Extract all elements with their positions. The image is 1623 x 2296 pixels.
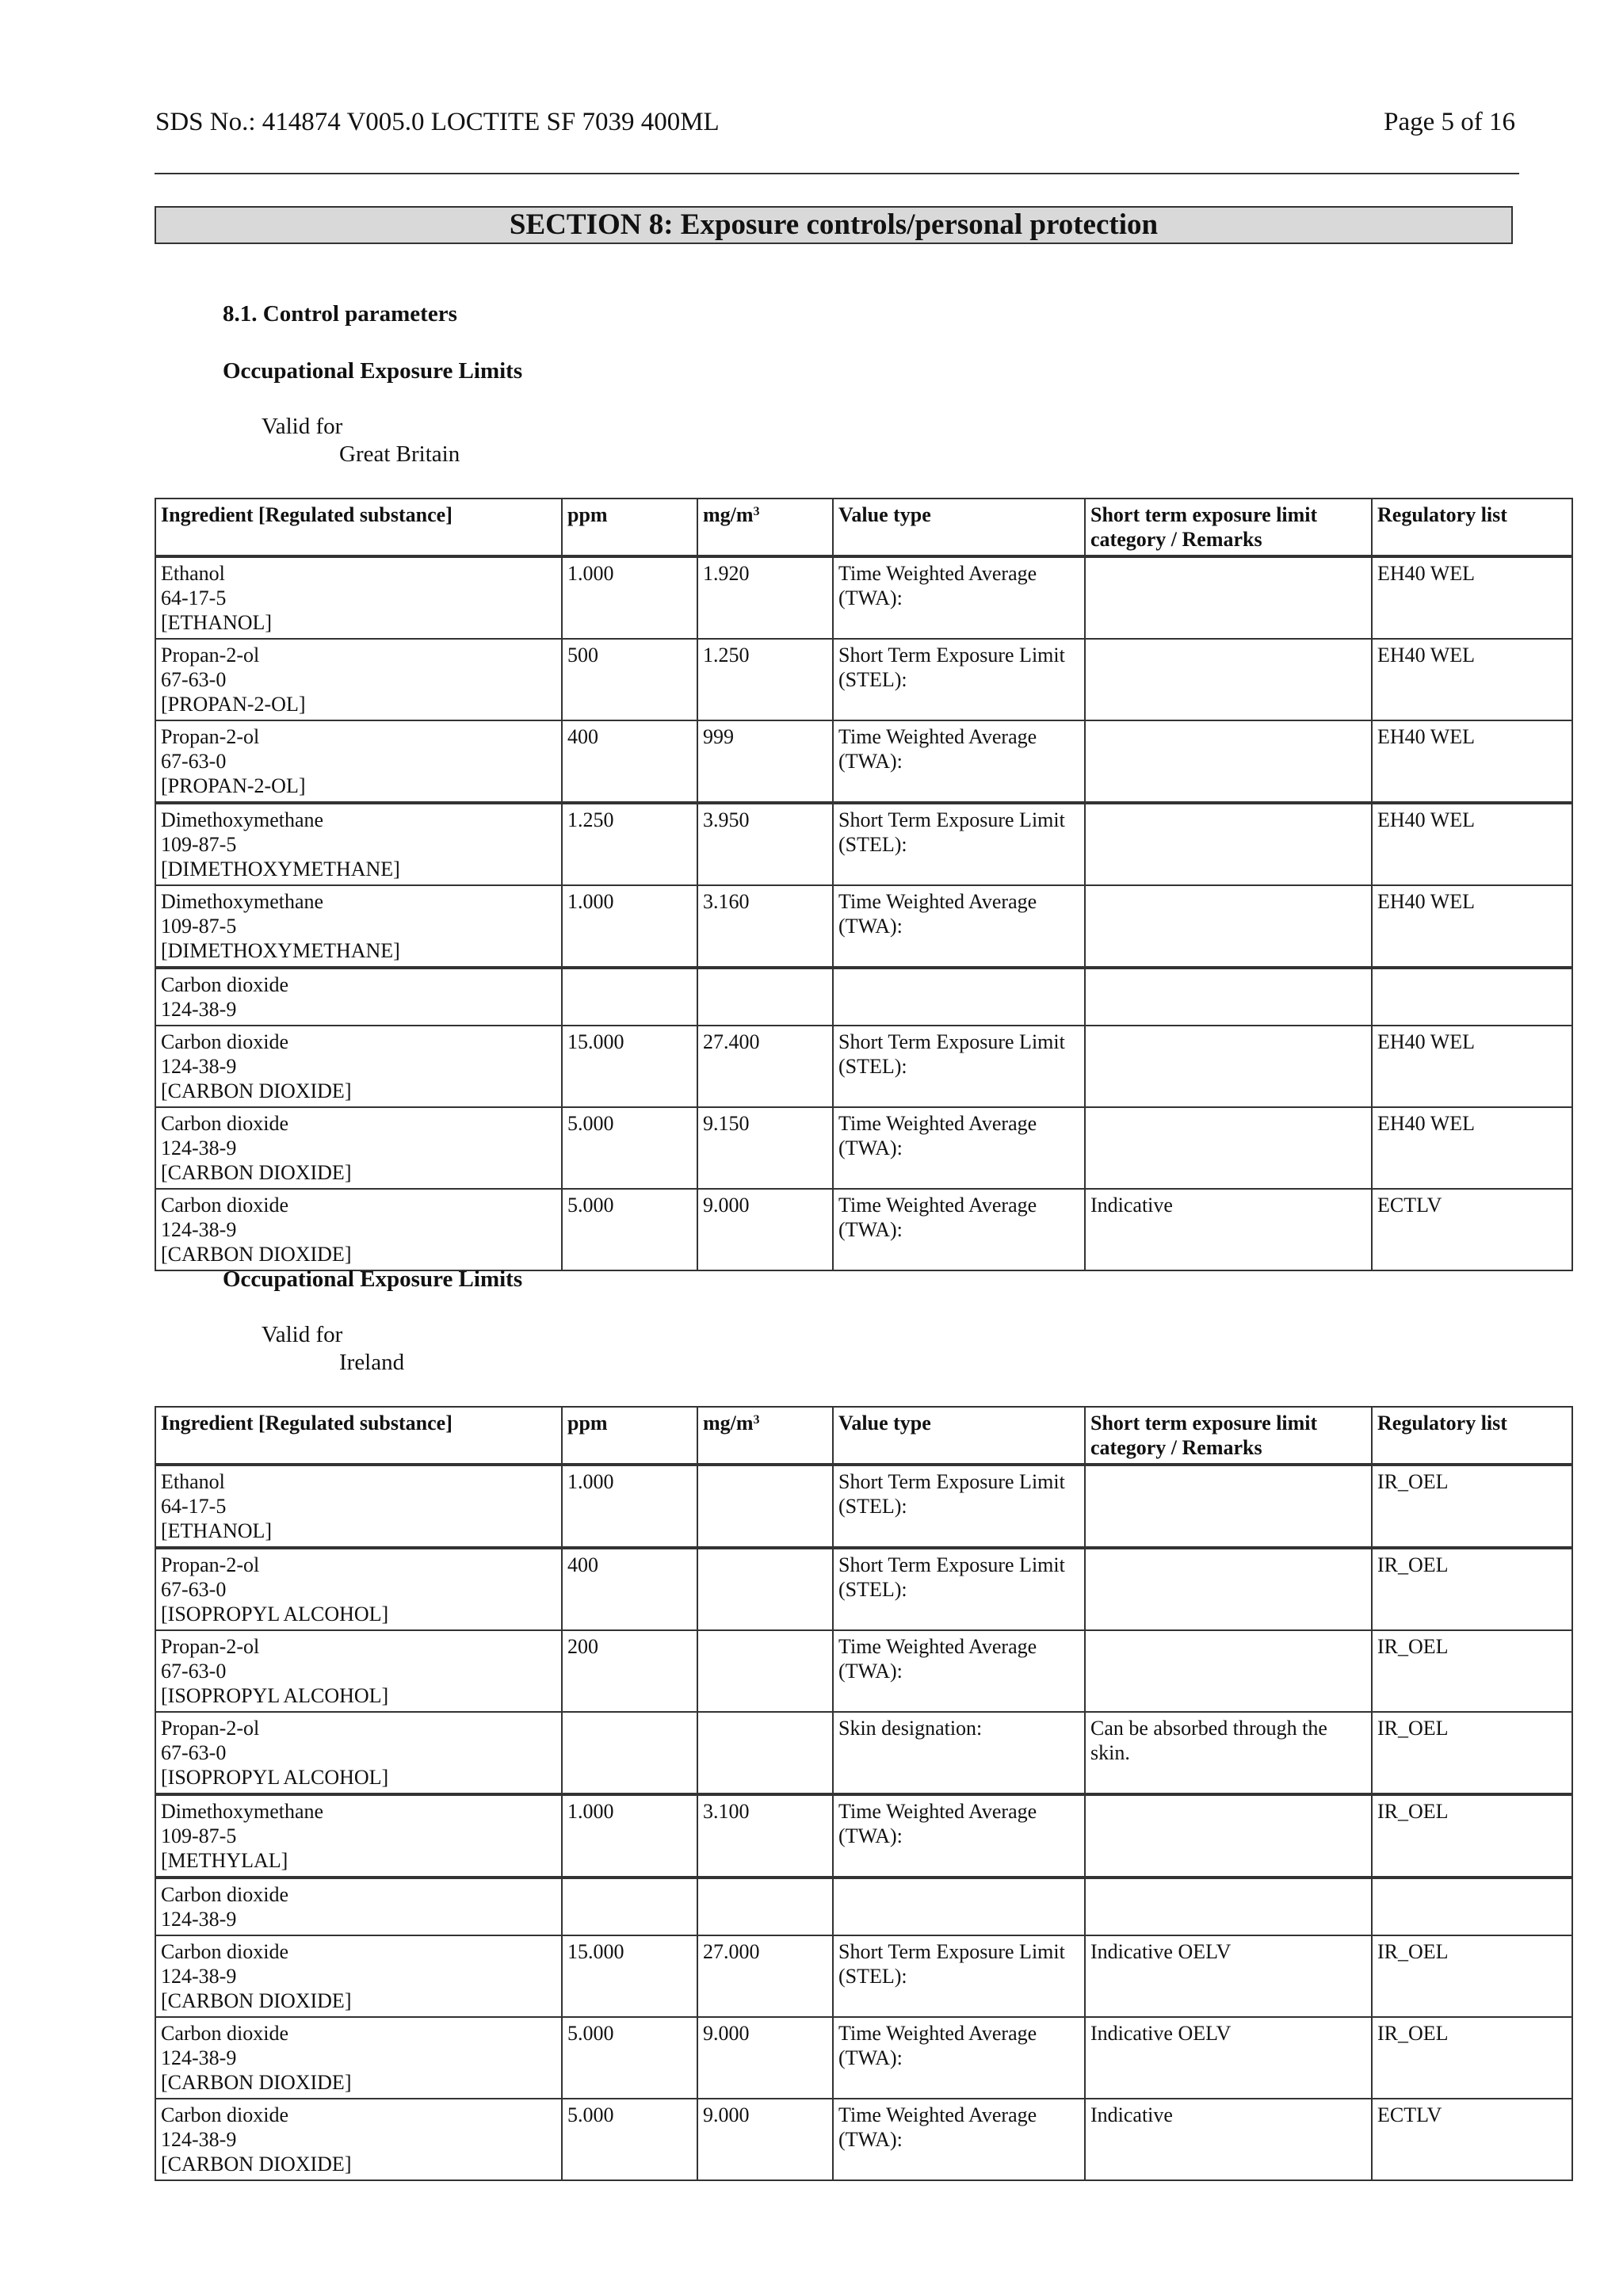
remarks-cell [1085, 556, 1372, 639]
regulated-substance: [CARBON DIOXIDE] [161, 2071, 352, 2094]
oel-heading-gb: Occupational Exposure Limits [223, 358, 523, 384]
table-row [155, 1548, 1572, 1630]
remarks-cell [1085, 720, 1372, 803]
value-type-cell: Short Term Exposure Limit (STEL): [833, 1548, 1085, 1630]
remarks-cell: Can be absorbed through the skin. [1085, 1712, 1372, 1794]
value-type-cell: Time Weighted Average (TWA): [833, 1630, 1085, 1712]
value-type-cell: Short Term Exposure Limit (STEL): [833, 1465, 1085, 1548]
ingredient-cell [155, 1712, 562, 1794]
value-type-cell: Time Weighted Average (TWA): [833, 720, 1085, 803]
col-ingredient: Ingredient [Regulated substance] [155, 1407, 562, 1465]
value-type-cell: Time Weighted Average (TWA): [833, 556, 1085, 639]
ingredient-cell [155, 1548, 562, 1630]
table-row [155, 968, 1572, 1026]
remarks-cell [1085, 1548, 1372, 1630]
regulatory-list-cell: EH40 WEL [1372, 639, 1572, 720]
col-remarks: Short term exposure limit category / Remarks [1085, 1407, 1372, 1465]
remarks-cell [1085, 1465, 1372, 1548]
ppm-cell: 400 [562, 1548, 697, 1630]
ingredient-cell [155, 885, 562, 968]
regulatory-list-cell [1372, 1878, 1572, 1935]
mg-cell: 9.000 [697, 1189, 833, 1270]
table-row [155, 720, 1572, 803]
ingredient-cell [155, 1878, 562, 1935]
col-ppm: ppm [562, 1407, 697, 1465]
table-row [155, 1712, 1572, 1794]
regulated-substance: [ISOPROPYL ALCOHOL] [161, 1766, 389, 1789]
table-header-row [155, 499, 1572, 556]
ingredient-cell [155, 1465, 562, 1548]
col-mg [697, 1407, 833, 1465]
ingredient-cell [155, 1935, 562, 2017]
remarks-cell [1085, 1026, 1372, 1107]
cas-number: 124-38-9 [161, 998, 237, 1021]
regulated-substance: [CARBON DIOXIDE] [161, 1079, 352, 1102]
col-remarks: Short term exposure limit category / Remarks [1085, 499, 1372, 556]
ingredient-cell [155, 556, 562, 639]
ppm-cell: 5.000 [562, 1189, 697, 1270]
ingredient-cell [155, 720, 562, 803]
cas-number: 124-38-9 [161, 1137, 237, 1159]
cas-number: 64-17-5 [161, 586, 227, 609]
substance-name: Dimethoxymethane [161, 1800, 324, 1823]
substance-name: Carbon dioxide [161, 1883, 289, 1906]
col-mg-text: mg/m [703, 1412, 754, 1435]
ppm-cell: 15.000 [562, 1026, 697, 1107]
regulated-substance: [ISOPROPYL ALCOHOL] [161, 1684, 389, 1707]
substance-name: Carbon dioxide [161, 973, 289, 996]
regulatory-list-cell: IR_OEL [1372, 2017, 1572, 2099]
regulated-substance: [CARBON DIOXIDE] [161, 1989, 352, 2012]
col-ingredient: Ingredient [Regulated substance] [155, 499, 562, 556]
valid-for-label-gb: Valid for [262, 414, 343, 439]
regulatory-list-cell: EH40 WEL [1372, 556, 1572, 639]
value-type-cell: Time Weighted Average (TWA): [833, 1794, 1085, 1878]
col-value-type: Value type [833, 1407, 1085, 1465]
col-mg-text: mg/m [703, 503, 754, 526]
ingredient-cell [155, 2017, 562, 2099]
cas-number: 64-17-5 [161, 1495, 227, 1518]
ppm-cell: 200 [562, 1630, 697, 1712]
country-gb: Great Britain [339, 441, 460, 467]
table-row [155, 1630, 1572, 1712]
value-type-cell: Skin designation: [833, 1712, 1085, 1794]
substance-name: Propan-2-ol [161, 644, 260, 667]
ingredient-cell [155, 968, 562, 1026]
cas-number: 109-87-5 [161, 915, 237, 938]
remarks-cell [1085, 639, 1372, 720]
value-type-cell: Short Term Exposure Limit (STEL): [833, 803, 1085, 885]
cas-number: 67-63-0 [161, 1660, 227, 1683]
remarks-cell: Indicative OELV [1085, 1935, 1372, 2017]
substance-name: Dimethoxymethane [161, 890, 324, 913]
ppm-cell: 400 [562, 720, 697, 803]
col-ppm: ppm [562, 499, 697, 556]
ppm-cell: 15.000 [562, 1935, 697, 2017]
ppm-cell: 5.000 [562, 2099, 697, 2180]
mg-cell: 27.000 [697, 1935, 833, 2017]
ppm-cell [562, 1712, 697, 1794]
col-regulatory-list: Regulatory list [1372, 1407, 1572, 1465]
ppm-cell: 1.000 [562, 1465, 697, 1548]
cas-number: 109-87-5 [161, 833, 237, 856]
cas-number: 67-63-0 [161, 1741, 227, 1764]
regulated-substance: [ETHANOL] [161, 1519, 273, 1542]
ppm-cell: 1.000 [562, 1794, 697, 1878]
mg-cell: 3.100 [697, 1794, 833, 1878]
value-type-cell: Short Term Exposure Limit (STEL): [833, 1026, 1085, 1107]
substance-name: Propan-2-ol [161, 725, 260, 748]
col-regulatory-list: Regulatory list [1372, 499, 1572, 556]
mg-cell [697, 1465, 833, 1548]
regulatory-list-cell: EH40 WEL [1372, 803, 1572, 885]
table-row [155, 1189, 1572, 1270]
mg-cell [697, 968, 833, 1026]
substance-name: Carbon dioxide [161, 1194, 289, 1217]
ppm-cell: 1.000 [562, 885, 697, 968]
cas-number: 67-63-0 [161, 1578, 227, 1601]
table-row [155, 1794, 1572, 1878]
ingredient-cell [155, 1107, 562, 1189]
substance-name: Carbon dioxide [161, 1030, 289, 1053]
ingredient-cell [155, 1026, 562, 1107]
regulatory-list-cell: ECTLV [1372, 1189, 1572, 1270]
cas-number: 124-38-9 [161, 1055, 237, 1078]
regulatory-list-cell: EH40 WEL [1372, 1026, 1572, 1107]
value-type-cell [833, 1878, 1085, 1935]
regulated-substance: [DIMETHOXYMETHANE] [161, 858, 400, 881]
ppm-cell: 1.000 [562, 556, 697, 639]
mg-cell: 1.920 [697, 556, 833, 639]
regulated-substance: [PROPAN-2-OL] [161, 693, 306, 716]
regulatory-list-cell: IR_OEL [1372, 1465, 1572, 1548]
regulatory-list-cell: IR_OEL [1372, 1712, 1572, 1794]
oel-heading-ie: Occupational Exposure Limits [223, 1266, 523, 1292]
value-type-cell: Short Term Exposure Limit (STEL): [833, 1935, 1085, 2017]
subsection-title: 8.1. Control parameters [223, 301, 457, 327]
value-type-cell: Time Weighted Average (TWA): [833, 2099, 1085, 2180]
remarks-cell: Indicative [1085, 2099, 1372, 2180]
cas-number: 124-38-9 [161, 1218, 237, 1241]
table-row [155, 639, 1572, 720]
table-row [155, 556, 1572, 639]
table-row [155, 885, 1572, 968]
mg-cell [697, 1630, 833, 1712]
section-title: SECTION 8: Exposure controls/personal protection [155, 206, 1513, 244]
remarks-cell [1085, 1878, 1372, 1935]
sds-identifier: SDS No.: 414874 V005.0 LOCTITE SF 7039 400ML [155, 108, 720, 136]
regulated-substance: [PROPAN-2-OL] [161, 774, 306, 797]
remarks-cell [1085, 1630, 1372, 1712]
remarks-cell [1085, 1794, 1372, 1878]
header-rule [155, 173, 1519, 174]
mg-cell: 9.000 [697, 2017, 833, 2099]
regulated-substance: [CARBON DIOXIDE] [161, 1243, 352, 1266]
table-row [155, 1878, 1572, 1935]
mg-cell: 1.250 [697, 639, 833, 720]
ppm-cell: 1.250 [562, 803, 697, 885]
mg-cell: 3.160 [697, 885, 833, 968]
ingredient-cell [155, 1630, 562, 1712]
oel-table-ie [155, 1406, 1573, 2181]
table-row [155, 1465, 1572, 1548]
valid-for-label-ie: Valid for [262, 1322, 343, 1347]
cas-number: 124-38-9 [161, 1965, 237, 1988]
cas-number: 67-63-0 [161, 750, 227, 773]
ingredient-cell [155, 803, 562, 885]
col-value-type: Value type [833, 499, 1085, 556]
substance-name: Propan-2-ol [161, 1717, 260, 1740]
remarks-cell [1085, 968, 1372, 1026]
substance-name: Carbon dioxide [161, 2103, 289, 2126]
ppm-cell: 5.000 [562, 2017, 697, 2099]
substance-name: Carbon dioxide [161, 1112, 289, 1135]
regulatory-list-cell: EH40 WEL [1372, 720, 1572, 803]
substance-name: Carbon dioxide [161, 2022, 289, 2045]
country-ie: Ireland [339, 1350, 405, 1375]
regulated-substance: [ETHANOL] [161, 611, 273, 634]
remarks-cell [1085, 1107, 1372, 1189]
regulated-substance: [CARBON DIOXIDE] [161, 1161, 352, 1184]
table-row [155, 1107, 1572, 1189]
table-row [155, 1026, 1572, 1107]
mg-cell: 27.400 [697, 1026, 833, 1107]
mg-cell [697, 1712, 833, 1794]
ppm-cell: 5.000 [562, 1107, 697, 1189]
value-type-cell: Time Weighted Average (TWA): [833, 2017, 1085, 2099]
cas-number: 124-38-9 [161, 1908, 237, 1931]
value-type-cell: Time Weighted Average (TWA): [833, 1107, 1085, 1189]
table-row [155, 2099, 1572, 2180]
substance-name: Propan-2-ol [161, 1635, 260, 1658]
substance-name: Ethanol [161, 562, 225, 585]
remarks-cell [1085, 803, 1372, 885]
mg-cell: 9.000 [697, 2099, 833, 2180]
substance-name: Propan-2-ol [161, 1553, 260, 1576]
regulated-substance: [METHYLAL] [161, 1849, 288, 1872]
cas-number: 109-87-5 [161, 1824, 237, 1847]
regulatory-list-cell [1372, 968, 1572, 1026]
regulatory-list-cell: IR_OEL [1372, 1794, 1572, 1878]
col-mg-sup: 3 [753, 1413, 760, 1427]
value-type-cell: Time Weighted Average (TWA): [833, 885, 1085, 968]
cas-number: 67-63-0 [161, 668, 227, 691]
cas-number: 124-38-9 [161, 2046, 237, 2069]
ingredient-cell [155, 639, 562, 720]
ppm-cell: 500 [562, 639, 697, 720]
mg-cell: 3.950 [697, 803, 833, 885]
regulated-substance: [CARBON DIOXIDE] [161, 2153, 352, 2176]
document-header [155, 108, 1515, 137]
value-type-cell: Time Weighted Average (TWA): [833, 1189, 1085, 1270]
mg-cell [697, 1878, 833, 1935]
mg-cell: 9.150 [697, 1107, 833, 1189]
ppm-cell [562, 968, 697, 1026]
remarks-cell: Indicative OELV [1085, 2017, 1372, 2099]
table-row [155, 2017, 1572, 2099]
cas-number: 124-38-9 [161, 2128, 237, 2151]
value-type-cell: Short Term Exposure Limit (STEL): [833, 639, 1085, 720]
regulatory-list-cell: ECTLV [1372, 2099, 1572, 2180]
mg-cell: 999 [697, 720, 833, 803]
regulatory-list-cell: IR_OEL [1372, 1630, 1572, 1712]
ingredient-cell [155, 1189, 562, 1270]
page-number: Page 5 of 16 [1384, 108, 1515, 136]
regulatory-list-cell: IR_OEL [1372, 1548, 1572, 1630]
substance-name: Carbon dioxide [161, 1940, 289, 1963]
remarks-cell [1085, 885, 1372, 968]
substance-name: Dimethoxymethane [161, 808, 324, 831]
mg-cell [697, 1548, 833, 1630]
table-row [155, 1935, 1572, 2017]
table-header-row [155, 1407, 1572, 1465]
col-mg-sup: 3 [753, 505, 760, 518]
substance-name: Ethanol [161, 1470, 225, 1493]
table-row [155, 803, 1572, 885]
value-type-cell [833, 968, 1085, 1026]
remarks-cell: Indicative [1085, 1189, 1372, 1270]
regulated-substance: [DIMETHOXYMETHANE] [161, 939, 400, 962]
ingredient-cell [155, 2099, 562, 2180]
ppm-cell [562, 1878, 697, 1935]
col-mg [697, 499, 833, 556]
regulatory-list-cell: EH40 WEL [1372, 885, 1572, 968]
ingredient-cell [155, 1794, 562, 1878]
regulatory-list-cell: IR_OEL [1372, 1935, 1572, 2017]
oel-table-gb [155, 498, 1573, 1271]
regulatory-list-cell: EH40 WEL [1372, 1107, 1572, 1189]
regulated-substance: [ISOPROPYL ALCOHOL] [161, 1603, 389, 1626]
